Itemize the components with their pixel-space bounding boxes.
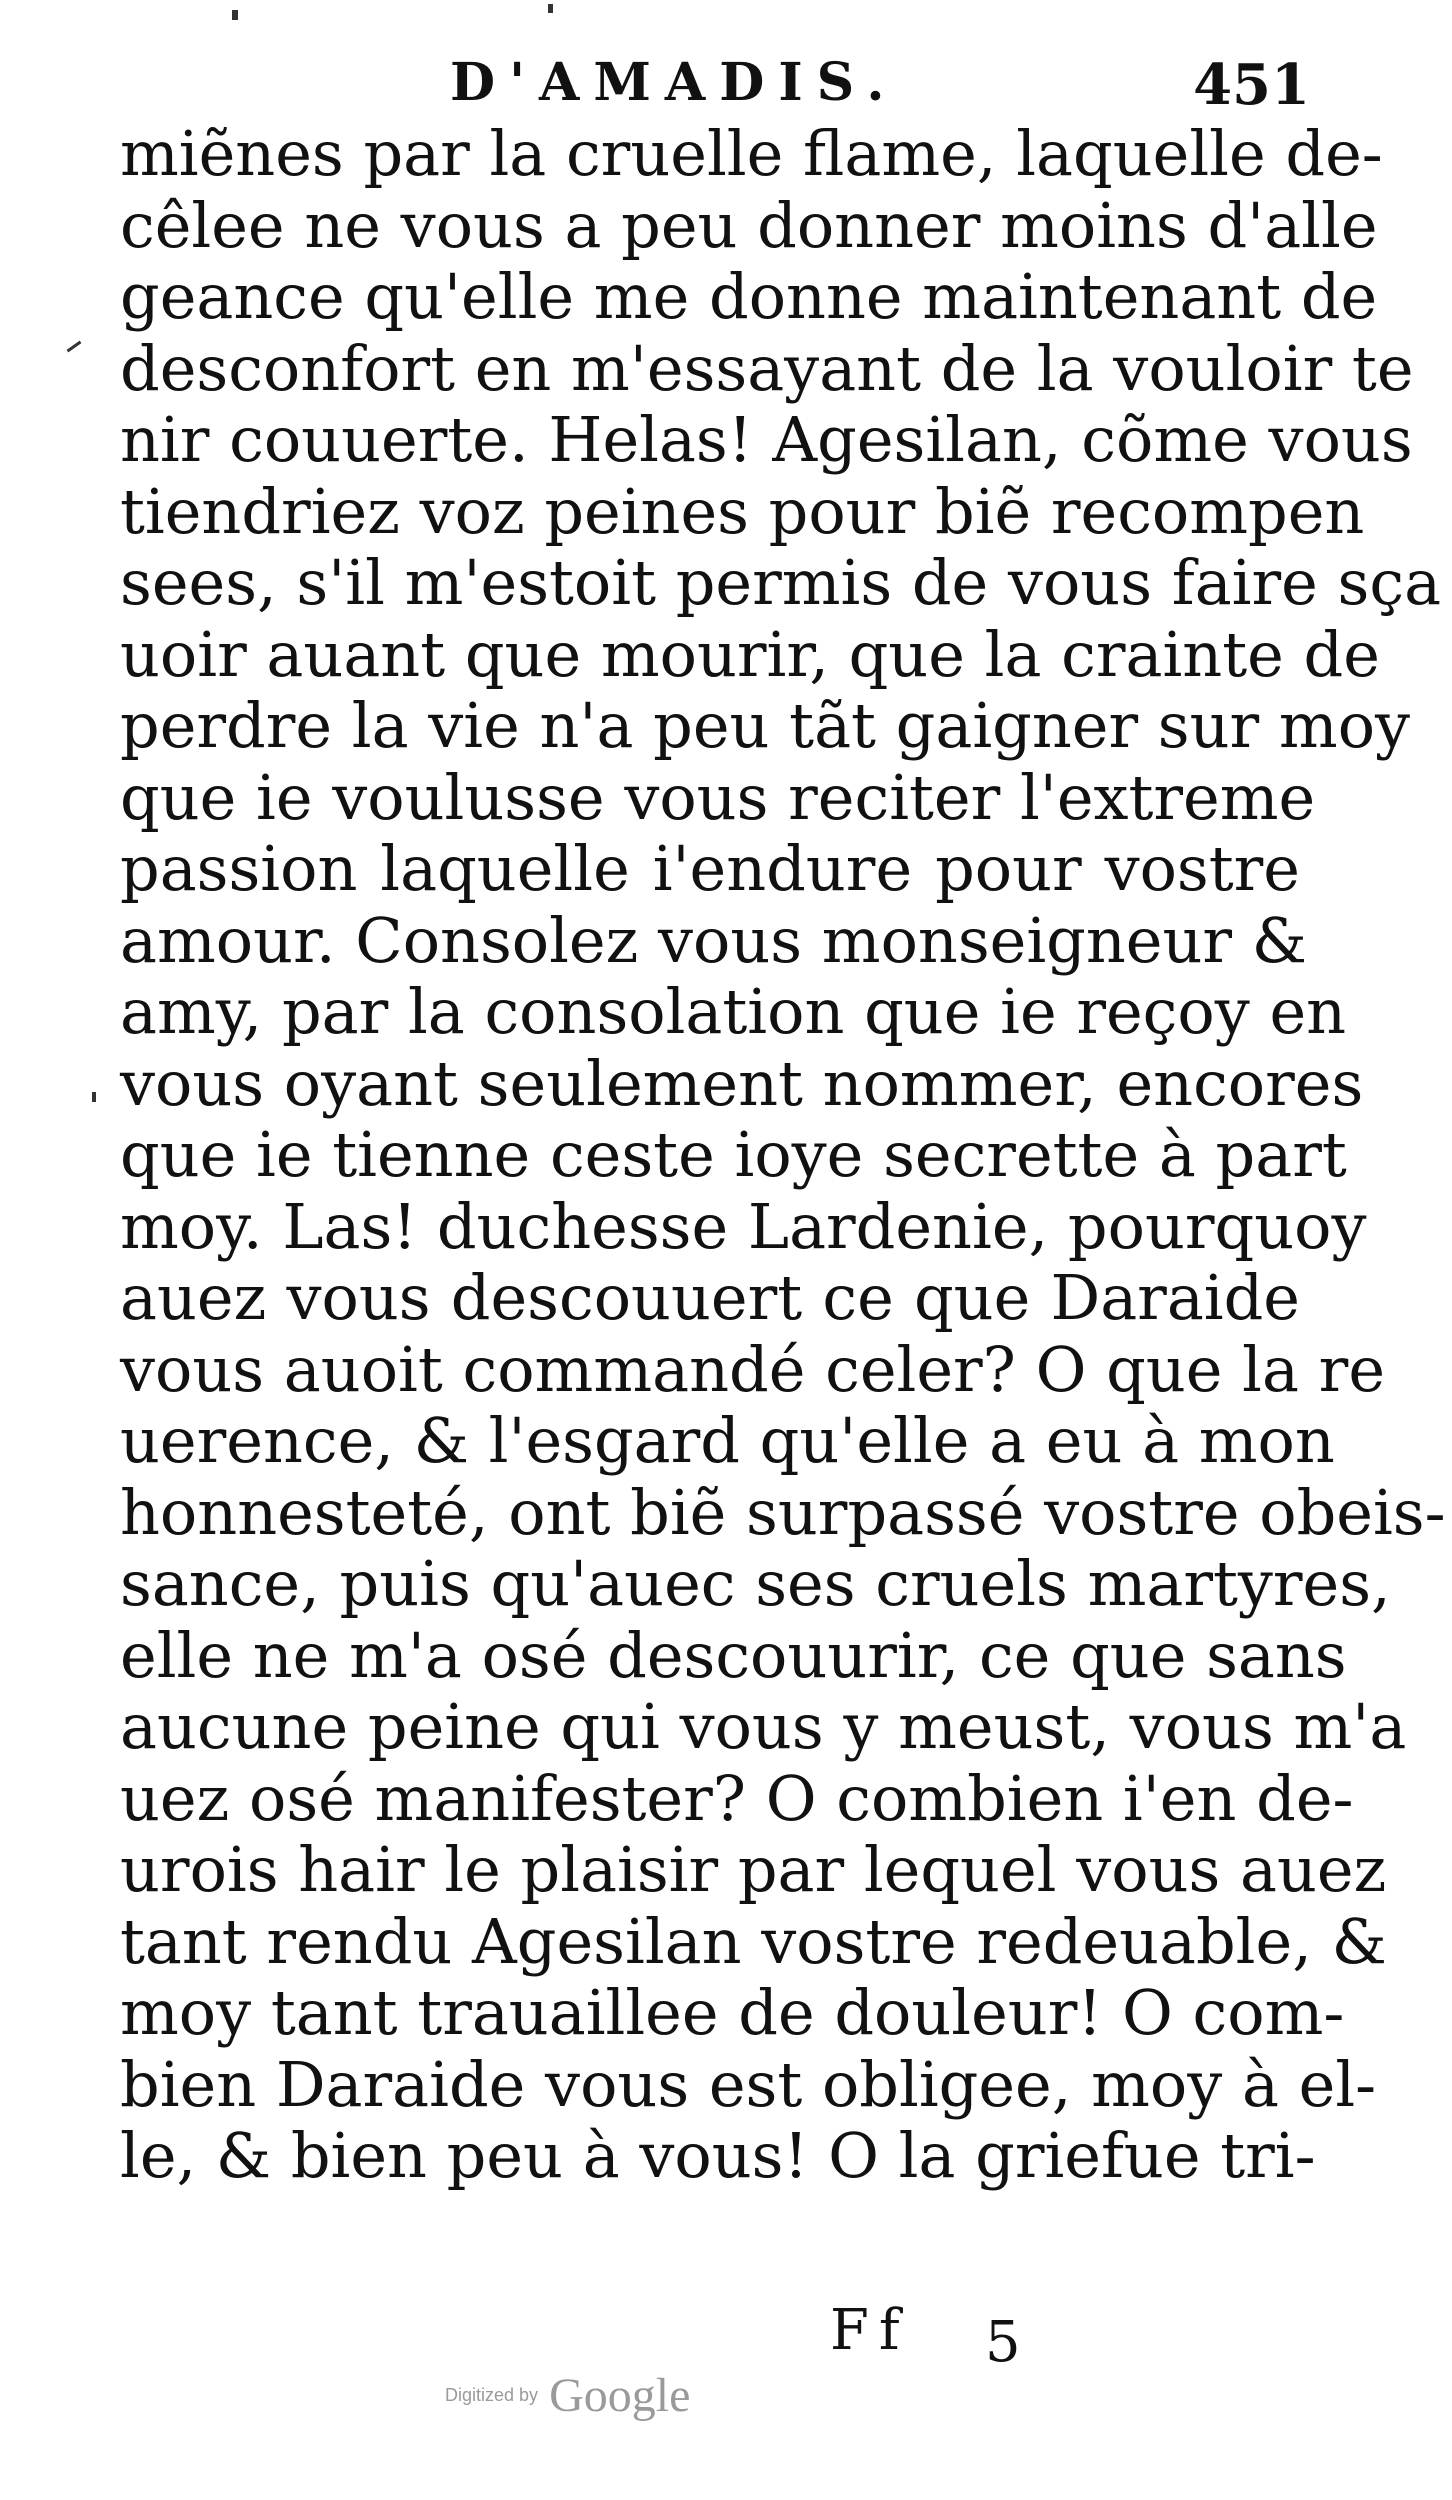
text-line: aucune peine qui vous y meust, vous m'a <box>120 1690 1407 1763</box>
text-line: tant rendu Agesilan vostre redeuable, & <box>120 1904 1387 1978</box>
text-line: moy. Las! duchesse Lardenie, pourquoy <box>120 1189 1367 1263</box>
body-text <box>120 117 1446 2192</box>
text-line: amy, par la consolation que ie reçoy en <box>120 975 1347 1048</box>
ink-speck <box>548 4 553 13</box>
text-line: vous auoit commandé celer? O que la re <box>120 1332 1386 1406</box>
text-line: amour. Consolez vous monseigneur & <box>120 903 1307 977</box>
ink-speck <box>92 1092 96 1102</box>
running-head: D'AMADIS. <box>450 52 899 113</box>
text-line: moy tant trauaillee de douleur! O com- <box>120 1976 1345 2049</box>
digitized-label: Digitized by <box>445 2385 539 2405</box>
page-header <box>120 52 1320 122</box>
text-line: uoir auant que mourir, que la crainte de <box>120 617 1380 691</box>
text-line: uerence, & l'esgard qu'elle a eu à mon <box>120 1404 1335 1477</box>
ink-speck <box>232 10 238 20</box>
text-line: passion laquelle i'endure pour vostre <box>120 832 1300 905</box>
text-line: vous oyant seulement nommer, encores <box>120 1046 1364 1120</box>
text-line: que ie voulusse vous reciter l'extreme <box>120 760 1316 834</box>
text-line: sees, s'il m'estoit permis de vous faire sça <box>120 546 1442 619</box>
text-line: honnesteté, ont biẽ surpassé vostre obeis- <box>120 1475 1446 1549</box>
signature-mark: Ff <box>830 2298 910 2363</box>
digitized-watermark <box>445 2368 690 2428</box>
text-line: auez vous descouuert ce que Daraide <box>120 1261 1300 1334</box>
margin-stroke <box>67 341 82 353</box>
text-line: perdre la vie n'a peu tãt gaigner sur moy <box>120 689 1411 762</box>
text-line: elle ne m'a osé descouurir, ce que sans <box>120 1618 1347 1692</box>
text-line: uez osé manifester? O combien i'en de- <box>120 1761 1354 1835</box>
catchword: 5 <box>985 2310 1021 2375</box>
text-line: tiendriez voz peines pour biẽ recompen <box>120 474 1365 548</box>
text-line: le, & bien peu à vous! O la griefue tri- <box>120 2119 1316 2192</box>
text-line: cêlee ne vous a peu donner moins d'alle <box>120 188 1378 262</box>
text-line: bien Daraide vous est obligee, moy à el- <box>120 2047 1377 2121</box>
google-logo: Google <box>549 2369 691 2422</box>
text-line: geance qu'elle me donne maintenant de <box>120 260 1378 333</box>
text-line: miẽnes par la cruelle flame, laquelle de- <box>120 117 1383 190</box>
text-line: desconfort en m'essayant de la vouloir te <box>120 331 1414 405</box>
text-line: nir couuerte. Helas! Agesilan, cõme vous <box>120 403 1413 476</box>
text-line: sance, puis qu'auec ses cruels martyres, <box>120 1547 1391 1620</box>
text-line: que ie tienne ceste ioye secrette à part <box>120 1118 1347 1191</box>
page-number: 451 <box>1193 52 1310 118</box>
text-line: urois hair le plaisir par lequel vous auez <box>120 1833 1387 1906</box>
